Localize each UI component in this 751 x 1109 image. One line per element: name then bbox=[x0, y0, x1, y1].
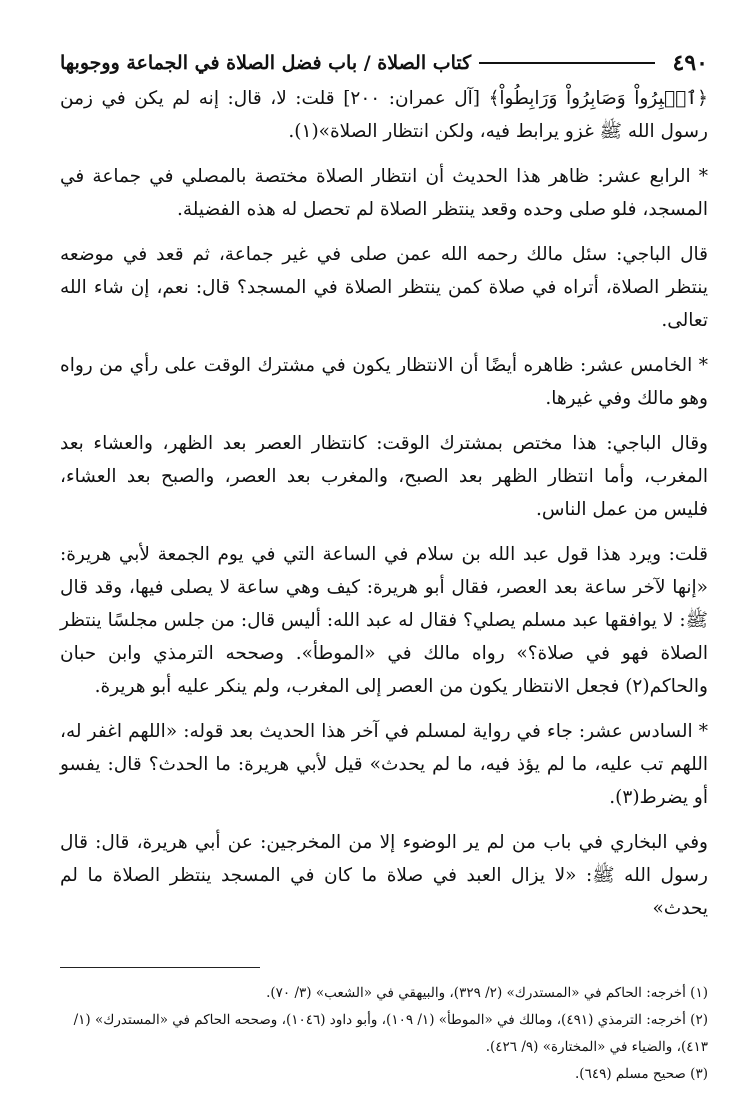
footnotes bbox=[60, 980, 708, 1088]
footnote-3: (٣) صحيح مسلم (٦٤٩). bbox=[575, 1066, 708, 1082]
footnote-2: (٢) أخرجه: الترمذي (٤٩١)، ومالك في «الموطأ» (١/ ١٠٩)، وأبو داود (١٠٤٦)، وصححه الحاكم في «المستدرك» (١/ ٤١٣)، والضياء في «المختارة» (٩/ ٤٢٦). bbox=[73, 1012, 708, 1055]
paragraph-6: قلت: ويرد هذا قول عبد الله بن سلام في الساعة التي في يوم الجمعة لأبي هريرة: «إنها لآخر ساعة بعد العصر، فقال أبو هريرة: كيف وهي ساعة لا يصلى فيها، وقد قال ﷺ: لا يوافقها عبد مسلم يصلي؟ فقال له عبد الله: أليس قال: من جلس مجلسًا ينتظر الصلاة فهو في صلاة؟» رواه مالك في «الموطأ». وصححه الترمذي وابن حبان والحاكم(٢) فجعل الانتظار يكون من العصر إلى المغرب، ولم ينكر عليه أبو هريرة. bbox=[60, 544, 708, 697]
paragraph-1: ﴿ٱصۡبِرُواْ وَصَابِرُواْ وَرَابِطُواْ﴾ [آل عمران: ٢٠٠] قلت: لا، قال: إنه لم يكن في زمن رسول الله ﷺ غزو يرابط فيه، ولكن انتظار الصلاة»(١). bbox=[60, 88, 708, 142]
running-header bbox=[60, 50, 708, 76]
header-title: كتاب الصلاة / باب فضل الصلاة في الجماعة ووجوبها bbox=[60, 52, 472, 74]
page-number: ٤٩٠ bbox=[672, 50, 708, 76]
paragraph-7: * السادس عشر: جاء في رواية لمسلم في آخر هذا الحديث بعد قوله: «اللهم اغفر له، اللهم تب عليه، ما لم يؤذ فيه، ما لم يحدث» قيل لأبي هريرة: ما الحدث؟ قال: يفسو أو يضرط(٣). bbox=[60, 721, 708, 808]
paragraph-4: * الخامس عشر: ظاهره أيضًا أن الانتظار يكون في مشترك الوقت على رأي من رواه وهو مالك وفي غيرها. bbox=[60, 355, 708, 409]
paragraph-2: * الرابع عشر: ظاهر هذا الحديث أن انتظار الصلاة مختصة بالمصلي في جماعة في المسجد، فلو صلى وحده وقعد ينتظر الصلاة لم تحصل له هذه الفضيلة. bbox=[60, 166, 708, 220]
footnote-separator bbox=[60, 967, 260, 968]
header-rule bbox=[479, 62, 654, 64]
document-page bbox=[60, 50, 708, 1088]
paragraph-8: وفي البخاري في باب من لم ير الوضوء إلا من المخرجين: عن أبي هريرة، قال: قال رسول الله ﷺ: «لا يزال العبد في صلاة ما كان في المسجد ينتظر الصلاة ما لم يحدث» bbox=[60, 832, 708, 919]
paragraph-3: قال الباجي: سئل مالك رحمه الله عمن صلى في غير جماعة، ثم قعد في موضعه ينتظر الصلاة، أتراه في صلاة كمن ينتظر الصلاة في المسجد؟ قال: نعم، إن شاء الله تعالى. bbox=[60, 244, 708, 331]
paragraph-5: وقال الباجي: هذا مختص بمشترك الوقت: كانتظار العصر بعد الظهر، والعشاء بعد المغرب، وأما انتظار الظهر بعد الصبح، والمغرب بعد العصر، والصبح بعد العشاء، فليس من عمل الناس. bbox=[60, 433, 708, 520]
footnote-1: (١) أخرجه: الحاكم في «المستدرك» (٢/ ٣٢٩)، والبيهقي في «الشعب» (٣/ ٧٠). bbox=[266, 985, 708, 1001]
